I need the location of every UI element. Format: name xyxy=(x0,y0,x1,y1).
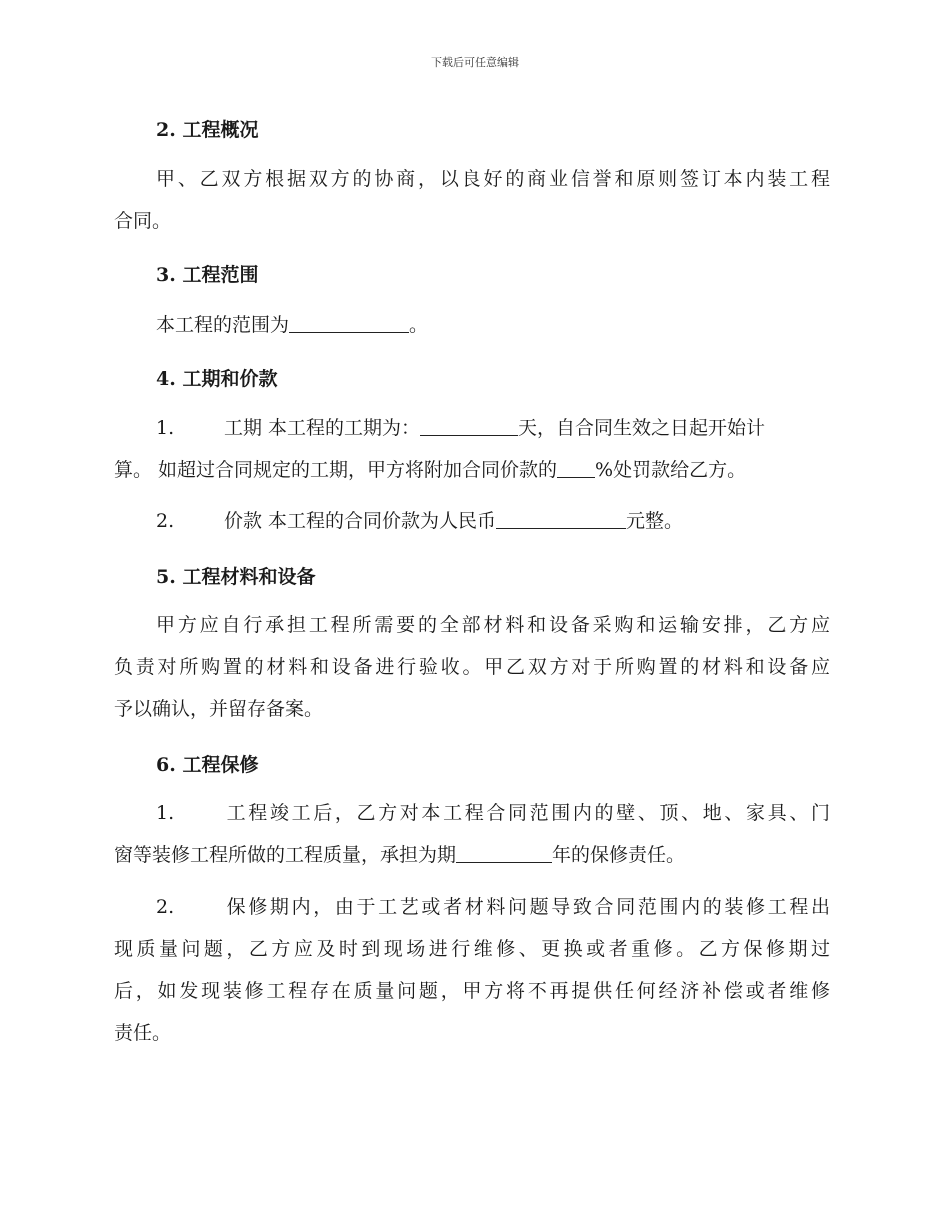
page-header-text: 下载后可任意编辑 xyxy=(431,56,519,69)
item-number: 2. xyxy=(156,510,175,532)
warranty-text: 窗等装修工程所做的工程质量，承担为期 xyxy=(114,844,457,866)
paragraph-line xyxy=(114,886,830,928)
warranty-text: 保修期内，由于工艺或者材料问题导致合同范围内的装修工程出 xyxy=(224,896,830,918)
scope-suffix: 。 xyxy=(409,314,429,336)
scope-blank-field xyxy=(289,314,409,333)
item-number: 1. xyxy=(156,417,175,439)
section-6-title: 6. 工程保修 xyxy=(156,754,259,776)
penalty-text: 算。 如超过合同规定的工期，甲方将附加合同价款的 xyxy=(114,459,558,481)
section-2-title: 2. 工程概况 xyxy=(156,119,259,141)
paragraph-line xyxy=(114,792,830,834)
paragraph-line: 甲、乙双方根据双方的协商，以良好的商业信誉和原则签订本内装工程 xyxy=(156,168,830,190)
section-6-item-2 xyxy=(114,886,830,1054)
scope-prefix: 本工程的范围为 xyxy=(156,314,290,336)
section-3-paragraph xyxy=(114,304,830,346)
paragraph-line xyxy=(114,304,830,346)
section-2-paragraph xyxy=(114,158,830,242)
warranty-text: 工程竣工后，乙方对本工程合同范围内的壁、顶、地、家具、门 xyxy=(224,802,830,824)
paragraph-line: 合同。 xyxy=(114,210,172,232)
paragraph-line: 现质量问题，乙方应及时到现场进行维修、更换或者重修。乙方保修期过 xyxy=(114,938,830,960)
price-text-cont: 元整。 xyxy=(626,510,684,532)
section-3-title: 3. 工程范围 xyxy=(156,264,259,286)
duration-blank-field xyxy=(420,417,518,436)
warranty-text-cont: 年的保修责任。 xyxy=(552,844,686,866)
duration-text: 工期 本工程的工期为： xyxy=(224,417,421,439)
paragraph-line: 甲方应自行承担工程所需要的全部材料和设备采购和运输安排，乙方应 xyxy=(156,614,830,636)
paragraph-line: 后，如发现装修工程存在质量问题，甲方将不再提供任何经济补偿或者维修 xyxy=(114,980,830,1002)
price-text: 价款 本工程的合同价款为人民币 xyxy=(224,510,497,532)
section-4-item-1 xyxy=(114,407,830,491)
penalty-blank-field xyxy=(557,459,595,478)
item-number: 1. xyxy=(156,802,175,824)
paragraph-line xyxy=(114,449,830,491)
paragraph-line xyxy=(114,834,830,876)
price-blank-field xyxy=(496,510,626,529)
paragraph-line: 负责对所购置的材料和设备进行验收。甲乙双方对于所购置的材料和设备应 xyxy=(114,656,830,678)
warranty-years-blank-field xyxy=(456,844,552,863)
paragraph-line xyxy=(114,500,830,542)
item-number: 2. xyxy=(156,896,175,918)
paragraph-line: 予以确认，并留存备案。 xyxy=(114,698,324,720)
section-5-paragraph xyxy=(114,604,830,730)
section-4-item-2 xyxy=(114,500,830,542)
section-4-title: 4. 工期和价款 xyxy=(156,368,278,390)
paragraph-line xyxy=(114,407,830,449)
section-6-item-1 xyxy=(114,792,830,876)
section-5-title: 5. 工程材料和设备 xyxy=(156,566,316,588)
penalty-text-cont: %处罚款给乙方。 xyxy=(595,459,747,481)
paragraph-line: 责任。 xyxy=(114,1022,172,1044)
duration-text-cont: 天，自合同生效之日起开始计 xyxy=(518,417,766,439)
